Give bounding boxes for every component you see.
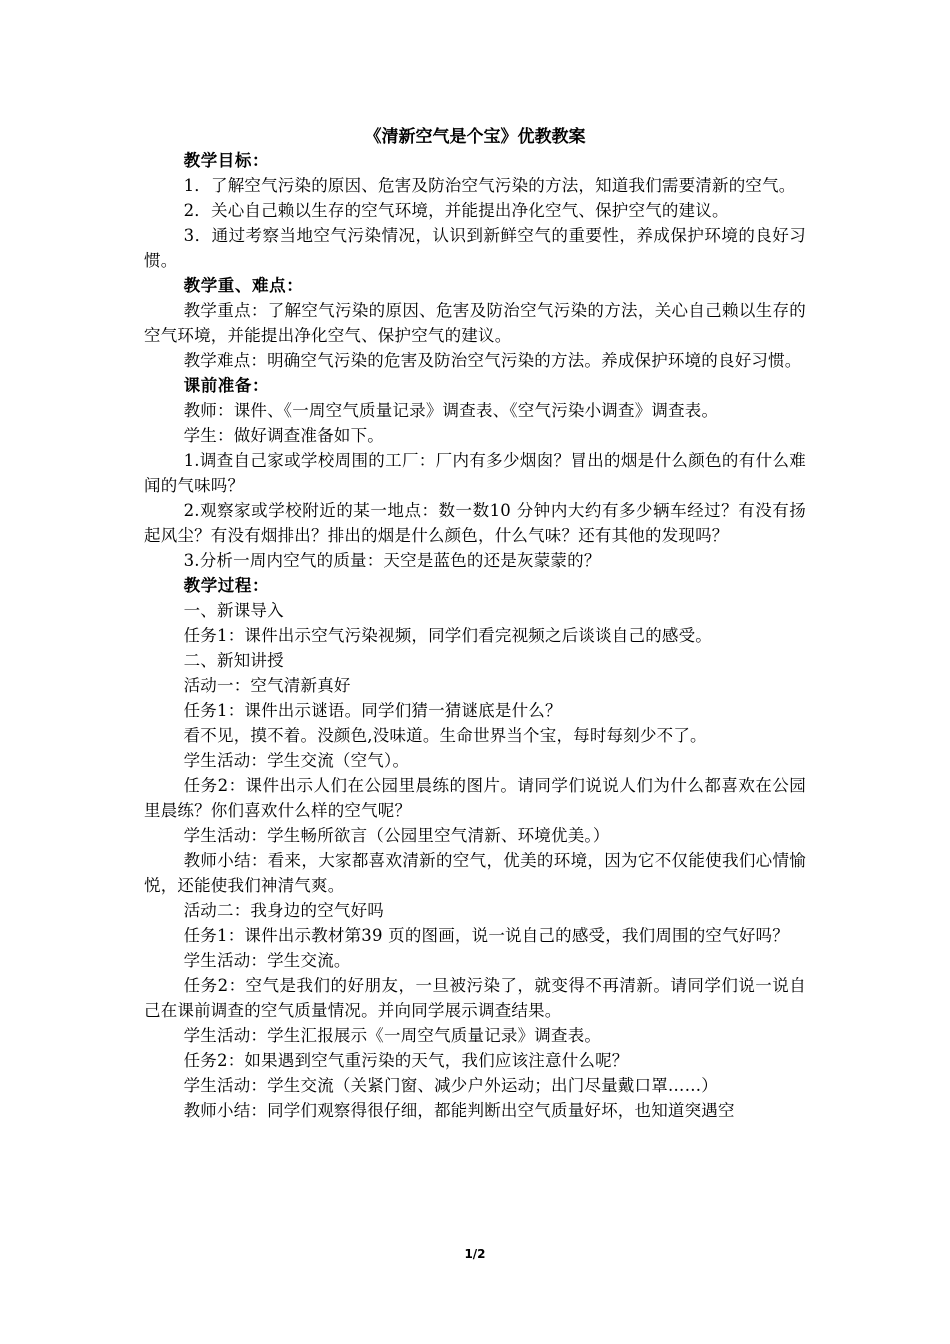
paragraph: 2．关心自己赖以生存的空气环境，并能提出净化空气、保护空气的建议。 [183, 201, 729, 220]
paragraph: 教学重点：了解空气污染的原因、危害及防治空气污染的方法，关心自己赖以生存的空气环境，并能提出净化空气、保护空气的建议。 [144, 301, 806, 345]
paragraph: 任务2：如果遇到空气重污染的天气，我们应该注意什么呢？ [183, 1051, 629, 1070]
paragraph: 教师小结：同学们观察得很仔细，都能判断出空气质量好坏，也知道突遇空 [183, 1101, 735, 1120]
paragraph: 3．通过考察当地空气污染情况，认识到新鲜空气的重要性，养成保护环境的良好习惯。 [144, 226, 806, 270]
section-heading: 课前准备： [183, 376, 270, 395]
paragraph: 看不见，摸不着。没颜色,没味道。生命世界当个宝，每时每刻少不了。 [183, 726, 707, 745]
paragraph: 2.观察家或学校附近的某一地点：数一数10 分钟内大约有多少辆车经过？有没有扬起风尘？有没有烟排出？排出的烟是什么颜色，什么气味？还有其他的发现吗？ [144, 501, 806, 545]
paragraph: 一、新课导入 [183, 601, 284, 620]
paragraph: 活动一：空气清新真好 [183, 676, 351, 695]
paragraph: 任务1：课件出示谜语。同学们猜一猜谜底是什么？ [183, 701, 562, 720]
document-body [144, 148, 806, 1123]
section-heading: 教学目标： [183, 151, 270, 170]
paragraph: 教学难点：明确空气污染的危害及防治空气污染的方法。养成保护环境的良好习惯。 [183, 351, 802, 370]
paragraph: 学生：做好调查准备如下。 [183, 426, 384, 445]
paragraph: 教师小结：看来，大家都喜欢清新的空气，优美的环境，因为它不仅能使我们心情愉悦，还能使我们神清气爽。 [144, 851, 806, 895]
paragraph: 任务1：课件出示空气污染视频，同学们看完视频之后谈谈自己的感受。 [183, 626, 712, 645]
paragraph: 1．了解空气污染的原因、危害及防治空气污染的方法，知道我们需要清新的空气。 [183, 176, 796, 195]
paragraph: 任务2：课件出示人们在公园里晨练的图片。请同学们说说人们为什么都喜欢在公园里晨练？你们喜欢什么样的空气呢？ [144, 776, 806, 820]
paragraph: 任务2：空气是我们的好朋友，一旦被污染了，就变得不再清新。请同学们说一说自己在课前调查的空气质量情况。并向同学展示调查结果。 [144, 976, 806, 1020]
paragraph: 活动二：我身边的空气好吗 [183, 901, 384, 920]
section-heading: 教学重、难点： [183, 276, 304, 295]
document-title: 《清新空气是个宝》优教教案 [364, 127, 586, 147]
paragraph: 3.分析一周内空气的质量：天空是蓝色的还是灰蒙蒙的？ [183, 551, 601, 570]
paragraph: 学生活动：学生畅所欲言（公园里空气清新、环境优美。） [183, 826, 610, 845]
paragraph: 学生活动：学生交流。 [183, 951, 351, 970]
paragraph: 二、新知讲授 [183, 651, 284, 670]
paragraph: 任务1：课件出示教材第39 页的图画，说一说自己的感受，我们周围的空气好吗？ [183, 926, 789, 945]
paragraph: 学生活动：学生交流（关紧门窗、减少户外运动；出门尽量戴口罩……） [183, 1076, 718, 1095]
page-number: 1/2 [464, 1247, 486, 1261]
paragraph: 学生活动：学生交流（空气）。 [183, 751, 410, 770]
paragraph: 教师：课件、《一周空气质量记录》调查表、《空气污染小调查》调查表。 [183, 401, 719, 420]
section-heading: 教学过程： [183, 576, 270, 595]
paragraph: 1.调查自己家或学校周围的工厂：厂内有多少烟囱？冒出的烟是什么颜色的有什么难闻的气味吗？ [144, 451, 806, 495]
paragraph: 学生活动：学生汇报展示《一周空气质量记录》调查表。 [183, 1026, 602, 1045]
